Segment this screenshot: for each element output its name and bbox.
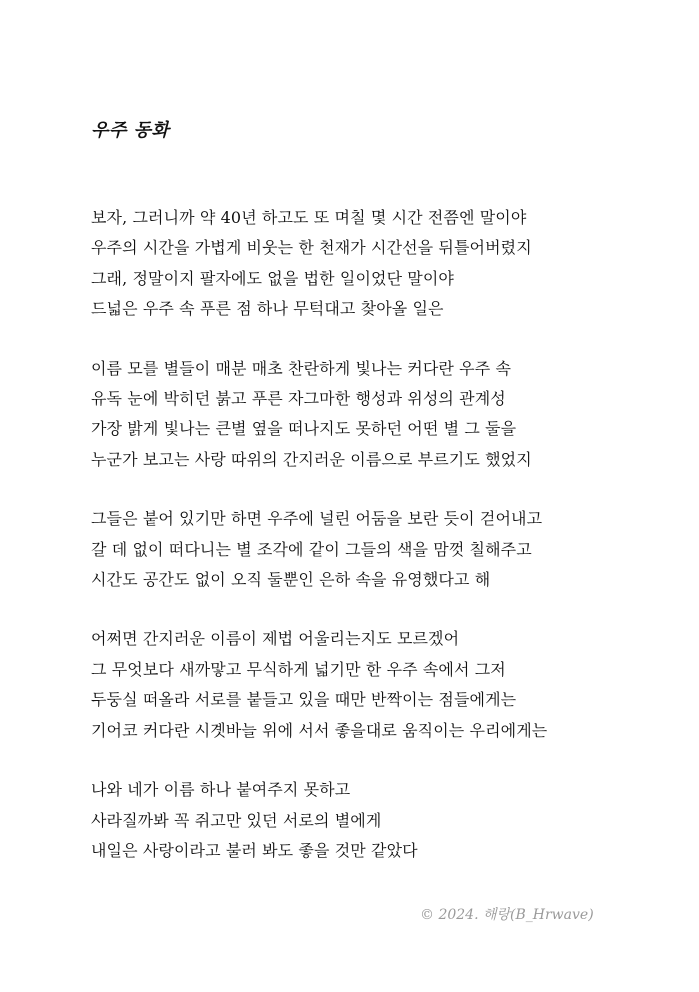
stanza-5	[91, 775, 671, 866]
copyright-notice: © 2024. 해랑(B_Hrwave)	[420, 907, 594, 923]
stanza-1	[91, 203, 671, 325]
poem-line: 이름 모를 별들이 매분 매초 찬란하게 빛나는 커다란 우주 속	[91, 358, 512, 378]
stanza-2	[91, 354, 671, 476]
poem-line: 그들은 붙어 있기만 하면 우주에 널린 어둠을 보란 듯이 걷어내고	[91, 509, 543, 529]
poem-body	[91, 203, 671, 895]
poem-line: 어쩌면 간지러운 이름이 제법 어울리는지도 모르겠어	[91, 629, 460, 649]
poem-line: 그래, 정말이지 팔자에도 없을 법한 일이었단 말이야	[91, 268, 454, 288]
poem-line: 시간도 공간도 없이 오직 둘뿐인 은하 속을 유영했다고 해	[91, 570, 491, 590]
poem-line: 그 무엇보다 새까맣고 무식하게 넓기만 한 우주 속에서 그저	[91, 659, 506, 679]
stanza-3	[91, 504, 671, 595]
poem-line: 나와 네가 이름 하나 붙여주지 못하고	[91, 780, 351, 800]
poem-line: 드넓은 우주 속 푸른 점 하나 무턱대고 찾아올 일은	[91, 299, 444, 319]
poem-line: 내일은 사랑이라고 불러 봐도 좋을 것만 같았다	[91, 840, 418, 860]
poem-title: 우주 동화	[91, 120, 170, 141]
poem-line: 누군가 보고는 사랑 따위의 간지러운 이름으로 부르기도 했었지	[91, 449, 532, 469]
poem-line: 갈 데 없이 떠다니는 별 조각에 같이 그들의 색을 맘껏 칠해주고	[91, 539, 532, 559]
poem-line: 우주의 시간을 가볍게 비웃는 한 천재가 시간선을 뒤틀어버렸지	[91, 238, 532, 258]
stanza-4	[91, 624, 671, 746]
poem-line: 가장 밝게 빛나는 큰별 옆을 떠나지도 못하던 어떤 별 그 둘을	[91, 419, 517, 439]
poem-line: 두둥실 떠올라 서로를 붙들고 있을 때만 반짝이는 점들에게는	[91, 690, 517, 710]
poem-line: 기어코 커다란 시곗바늘 위에 서서 좋을대로 움직이는 우리에게는	[91, 720, 548, 740]
poem-line: 사라질까봐 꼭 쥐고만 있던 서로의 별에게	[91, 810, 382, 830]
poem-line: 보자, 그러니까 약 40년 하고도 또 며칠 몇 시간 전쯤엔 말이야	[91, 208, 527, 227]
poem-line: 유독 눈에 박히던 붉고 푸른 자그마한 행성과 위성의 관계성	[91, 389, 506, 409]
